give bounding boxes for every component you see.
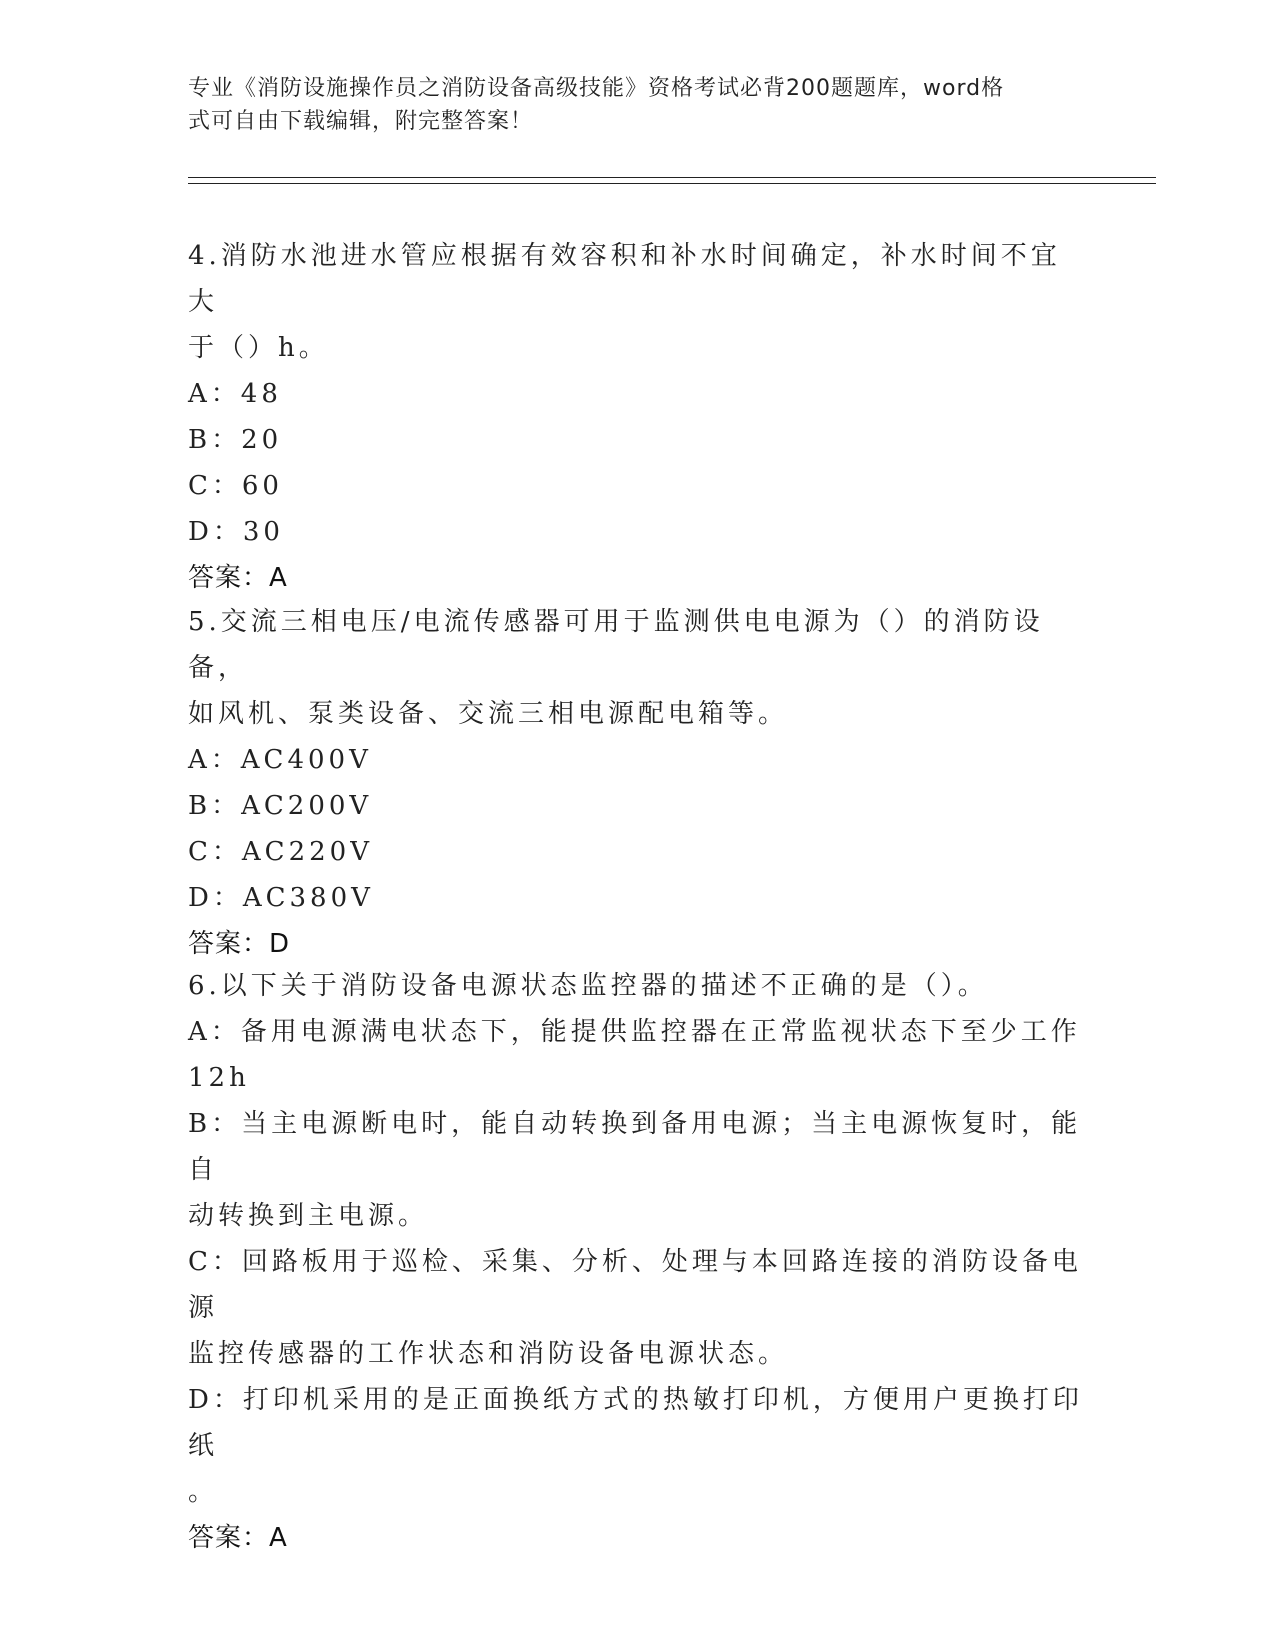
option-a: A：AC400V: [188, 745, 372, 775]
option-d: D：30: [188, 517, 284, 547]
option-c: C：AC220V: [188, 837, 373, 867]
option-a: A：48: [188, 379, 282, 409]
option-b: B：当主电源断电时，能自动转换到备用电源；当主电源恢复时，能自: [188, 1109, 1082, 1185]
option-c: C：60: [188, 471, 283, 501]
option-b-continued: 动转换到主电源。: [188, 1201, 429, 1231]
option-d: D：打印机采用的是正面换纸方式的热敏打印机，方便用户更换打印纸: [188, 1385, 1083, 1461]
option-b: B：AC200V: [188, 791, 373, 821]
question-stem: 4.消防水池进水管应根据有效容积和补水时间确定，补水时间不宜大: [188, 241, 1061, 317]
option-b: B：20: [188, 425, 283, 455]
option-a-continued: 12h: [188, 1063, 250, 1093]
header-divider: [188, 177, 1156, 178]
option-c: C：回路板用于巡检、采集、分析、处理与本回路连接的消防设备电源: [188, 1247, 1082, 1323]
header-line: 专业《消防设施操作员之消防设备高级技能》资格考试必背200题题库，word格: [188, 76, 1005, 101]
question-6: [188, 963, 1083, 1561]
header-line: 式可自由下载编辑，附完整答案！: [188, 109, 534, 134]
option-a: A：备用电源满电状态下，能提供监控器在正常监视状态下至少工作: [188, 1017, 1081, 1047]
question-4: [188, 233, 1083, 601]
question-stem: 于（）h。: [188, 333, 329, 363]
header-divider: [188, 183, 1156, 184]
answer-key: 答案：A: [188, 563, 288, 593]
question-stem: 5.交流三相电压/电流传感器可用于监测供电电源为（）的消防设备，: [188, 607, 1044, 683]
option-d-continued: 。: [188, 1477, 219, 1507]
option-c-continued: 监控传感器的工作状态和消防设备电源状态。: [188, 1339, 789, 1369]
question-stem: 6.以下关于消防设备电源状态监控器的描述不正确的是（）。: [188, 971, 988, 1001]
question-5: [188, 599, 1083, 967]
answer-key: 答案：D: [188, 929, 291, 959]
document-header: [188, 72, 1068, 138]
answer-key: 答案：A: [188, 1523, 288, 1553]
option-d: D：AC380V: [188, 883, 374, 913]
question-stem: 如风机、泵类设备、交流三相电源配电箱等。: [188, 699, 789, 729]
